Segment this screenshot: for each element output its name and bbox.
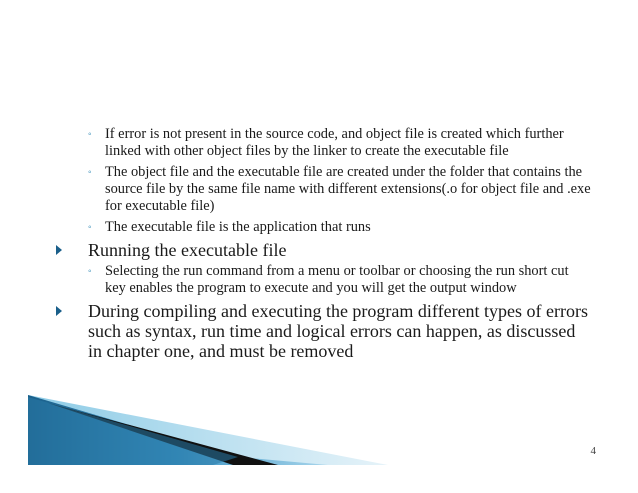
bullet-text: If error is not present in the source code, and object file is created which further linked with other object files by the linker to create the executable file [105,126,564,159]
bullet-text: During compiling and executing the program different types of errors such as syntax, run time and logical errors can happen, as discussed in chapter one, and must be removed [88,301,589,361]
circle-bullet-icon: ◦ [88,129,92,140]
sub-bullet-item [52,263,592,297]
sub-bullet-item [52,164,592,215]
sub-bullet-item [52,126,592,160]
circle-bullet-icon: ◦ [88,167,92,178]
decorative-swoosh [28,395,388,465]
slide-content [52,126,592,364]
main-bullet-item [52,240,592,260]
bullet-text: Selecting the run command from a menu or toolbar or choosing the run short cut key enables the program to execute and you will get the output window [105,263,569,296]
page-number: 4 [590,445,596,457]
main-bullet-item [52,301,592,361]
bullet-text: The executable file is the application that runs [105,219,371,235]
triangle-right-icon [56,245,62,255]
bullet-text: Running the executable file [88,240,287,260]
sub-bullet-item [52,219,592,236]
circle-bullet-icon: ◦ [88,222,92,233]
bullet-text: The object file and the executable file are created under the folder that contains the source file by the same file name with different extensions(.o for object file and .exe for executable file) [105,164,591,214]
circle-bullet-icon: ◦ [88,266,92,277]
triangle-right-icon [56,306,62,316]
